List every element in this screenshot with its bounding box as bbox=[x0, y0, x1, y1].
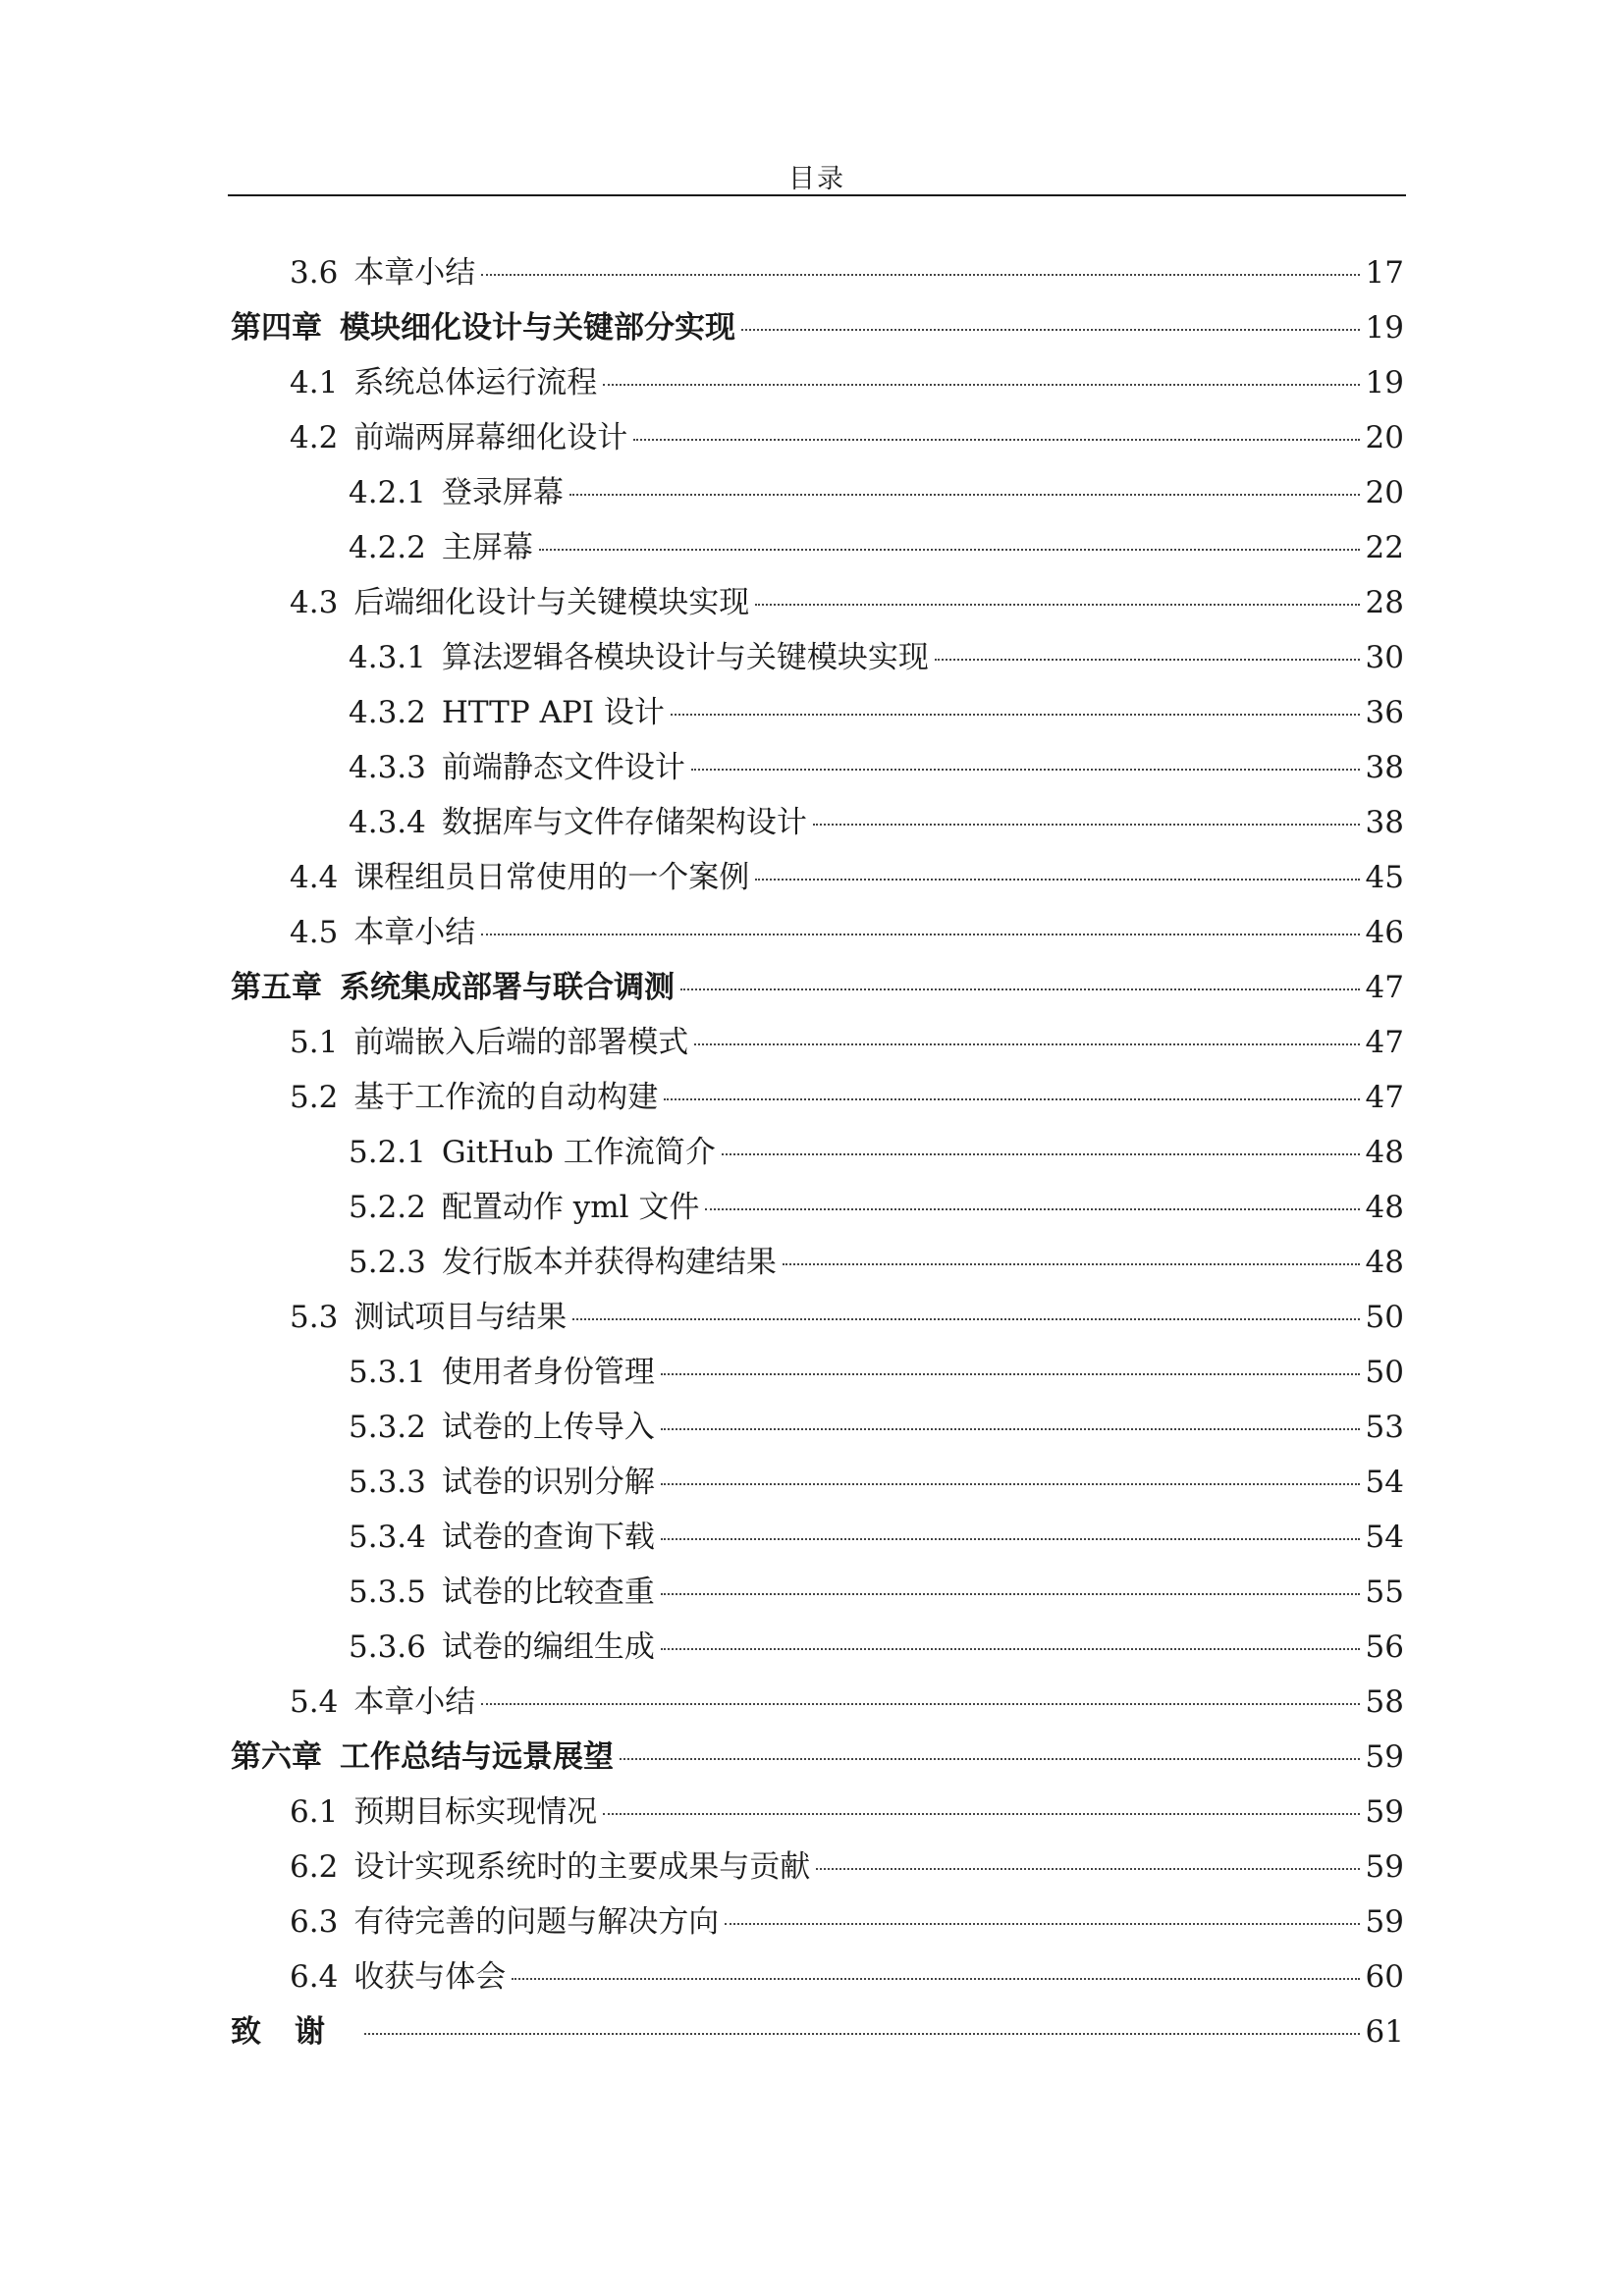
toc-entry-number: 6.4 bbox=[290, 1959, 339, 1995]
toc-entry-title: 试卷的上传导入 bbox=[441, 1410, 655, 1445]
toc-entry-number: 第六章 bbox=[231, 1739, 322, 1775]
toc-entry-title: GitHub 工作流简介 bbox=[441, 1135, 716, 1170]
toc-entry-page-number: 54 bbox=[1365, 1520, 1404, 1555]
toc-entry-title: 前端两屏幕细化设计 bbox=[353, 420, 628, 455]
toc-entry-page-number: 36 bbox=[1365, 695, 1404, 730]
toc-entry-page-number: 28 bbox=[1365, 585, 1404, 620]
toc-entry[interactable] bbox=[231, 1235, 1404, 1290]
toc-entry-page-number: 60 bbox=[1365, 1959, 1404, 1995]
dot-leader bbox=[661, 1373, 1360, 1375]
dot-leader bbox=[603, 1813, 1359, 1815]
toc-entry[interactable] bbox=[231, 1620, 1404, 1675]
toc-entry[interactable] bbox=[231, 960, 1404, 1015]
toc-entry-page-number: 59 bbox=[1365, 1794, 1404, 1830]
toc-entry[interactable] bbox=[231, 905, 1404, 960]
dot-leader bbox=[481, 934, 1359, 935]
toc-entry-title: 收获与体会 bbox=[353, 1959, 507, 1995]
dot-leader bbox=[539, 549, 1360, 551]
toc-entry-number: 5.4 bbox=[290, 1684, 339, 1720]
toc-entry-title: 系统总体运行流程 bbox=[353, 365, 598, 400]
toc-entry[interactable] bbox=[231, 1180, 1404, 1235]
toc-entry-page-number: 55 bbox=[1365, 1575, 1404, 1610]
toc-entry-title: 前端静态文件设计 bbox=[441, 750, 685, 785]
toc-entry[interactable] bbox=[231, 1510, 1404, 1565]
toc-entry-number: 5.2.2 bbox=[349, 1190, 426, 1225]
toc-entry[interactable] bbox=[231, 1070, 1404, 1125]
toc-entry-title: 数据库与文件存储架构设计 bbox=[441, 805, 807, 840]
toc-entry-page-number: 20 bbox=[1365, 475, 1404, 510]
toc-entry-title: 预期目标实现情况 bbox=[353, 1794, 598, 1830]
toc-entry[interactable] bbox=[231, 1840, 1404, 1895]
toc-entry-number: 5.1 bbox=[290, 1025, 339, 1060]
toc-entry-number: 5.3.5 bbox=[349, 1575, 426, 1610]
toc-entry-title: 前端嵌入后端的部署模式 bbox=[353, 1025, 689, 1060]
toc-entry[interactable] bbox=[231, 575, 1404, 630]
toc-entry[interactable] bbox=[231, 1730, 1404, 1785]
toc-entry-number: 5.2 bbox=[290, 1080, 339, 1115]
toc-entry[interactable] bbox=[231, 520, 1404, 575]
toc-entry-title: 本章小结 bbox=[353, 255, 476, 291]
dot-leader bbox=[481, 1703, 1359, 1705]
toc-entry-title: 致谢 bbox=[231, 2014, 358, 2050]
dot-leader bbox=[661, 1593, 1360, 1595]
toc-entry-page-number: 59 bbox=[1365, 1904, 1404, 1940]
dot-leader bbox=[722, 1153, 1360, 1155]
dot-leader bbox=[664, 1098, 1359, 1100]
toc-entry-number: 6.2 bbox=[290, 1849, 339, 1885]
toc-entry-title: 系统集成部署与联合调测 bbox=[340, 970, 675, 1005]
toc-entry-title: HTTP API 设计 bbox=[441, 695, 665, 730]
toc-entry-number: 3.6 bbox=[290, 255, 339, 291]
toc-entry-number: 4.1 bbox=[290, 365, 339, 400]
dot-leader bbox=[755, 604, 1359, 606]
toc-entry-number: 4.4 bbox=[290, 860, 339, 895]
toc-entry-page-number: 20 bbox=[1365, 420, 1404, 455]
toc-entry-page-number: 38 bbox=[1365, 750, 1404, 785]
toc-entry-title: 试卷的比较查重 bbox=[441, 1575, 655, 1610]
toc-entry[interactable] bbox=[231, 300, 1404, 355]
toc-entry-number: 5.3.6 bbox=[349, 1629, 426, 1665]
toc-entry[interactable] bbox=[231, 1949, 1404, 2004]
dot-leader bbox=[935, 659, 1360, 661]
toc-entry[interactable] bbox=[231, 1455, 1404, 1510]
toc-entry-page-number: 30 bbox=[1365, 640, 1404, 675]
toc-entry-title: 工作总结与远景展望 bbox=[340, 1739, 614, 1775]
dot-leader bbox=[569, 494, 1360, 496]
toc-entry-title: 试卷的编组生成 bbox=[441, 1629, 655, 1665]
toc-entry-number: 5.3.4 bbox=[349, 1520, 426, 1555]
page-header-title: 目录 bbox=[788, 164, 845, 194]
toc-entry-number: 5.3.2 bbox=[349, 1410, 426, 1445]
toc-entry[interactable] bbox=[231, 355, 1404, 410]
dot-leader bbox=[816, 1868, 1359, 1870]
toc-entry-page-number: 50 bbox=[1365, 1355, 1404, 1390]
dot-leader bbox=[705, 1208, 1359, 1210]
toc-entry-number: 6.3 bbox=[290, 1904, 339, 1940]
toc-entry[interactable] bbox=[231, 1785, 1404, 1840]
toc-entry-title: 模块细化设计与关键部分实现 bbox=[340, 310, 735, 346]
page-header bbox=[228, 147, 1406, 196]
table-of-contents bbox=[231, 245, 1404, 2059]
toc-entry-title: 有待完善的问题与解决方向 bbox=[353, 1904, 720, 1940]
toc-entry-page-number: 19 bbox=[1365, 310, 1404, 346]
header-divider bbox=[228, 194, 1406, 196]
toc-entry-page-number: 61 bbox=[1365, 2014, 1404, 2050]
toc-entry-number: 5.3.3 bbox=[349, 1465, 426, 1500]
dot-leader bbox=[572, 1318, 1359, 1320]
toc-entry-title: 算法逻辑各模块设计与关键模块实现 bbox=[441, 640, 929, 675]
toc-entry-page-number: 22 bbox=[1365, 530, 1404, 565]
dot-leader bbox=[512, 1978, 1359, 1980]
dot-leader bbox=[364, 2033, 1360, 2035]
dot-leader bbox=[661, 1483, 1360, 1485]
dot-leader bbox=[661, 1428, 1360, 1430]
toc-entry-page-number: 47 bbox=[1365, 1080, 1404, 1115]
toc-entry[interactable] bbox=[231, 1675, 1404, 1730]
toc-entry-page-number: 58 bbox=[1365, 1684, 1404, 1720]
toc-entry[interactable] bbox=[231, 1125, 1404, 1180]
dot-leader bbox=[691, 769, 1360, 771]
toc-entry[interactable] bbox=[231, 2004, 1404, 2059]
dot-leader bbox=[481, 274, 1359, 276]
dot-leader bbox=[755, 879, 1359, 881]
toc-entry-number: 5.3.1 bbox=[349, 1355, 426, 1390]
toc-entry-page-number: 47 bbox=[1365, 970, 1404, 1005]
toc-entry[interactable] bbox=[231, 1565, 1404, 1620]
toc-entry-number: 5.2.1 bbox=[349, 1135, 426, 1170]
toc-entry-title: 本章小结 bbox=[353, 1684, 476, 1720]
toc-entry-title: 配置动作 yml 文件 bbox=[441, 1190, 700, 1225]
toc-entry-title: 登录屏幕 bbox=[441, 475, 564, 510]
toc-entry-number: 5.3 bbox=[290, 1300, 339, 1335]
dot-leader bbox=[603, 384, 1359, 386]
toc-entry-number: 4.2.1 bbox=[349, 475, 426, 510]
dot-leader bbox=[725, 1923, 1359, 1925]
toc-entry-page-number: 48 bbox=[1365, 1190, 1404, 1225]
toc-entry[interactable] bbox=[231, 1895, 1404, 1949]
toc-entry-number: 4.3.1 bbox=[349, 640, 426, 675]
toc-entry[interactable] bbox=[231, 630, 1404, 685]
dot-leader bbox=[661, 1648, 1360, 1650]
toc-entry[interactable] bbox=[231, 410, 1404, 465]
dot-leader bbox=[633, 439, 1359, 441]
dot-leader bbox=[661, 1538, 1360, 1540]
toc-entry-page-number: 59 bbox=[1365, 1849, 1404, 1885]
dot-leader bbox=[783, 1263, 1360, 1265]
toc-entry-number: 4.3.4 bbox=[349, 805, 426, 840]
toc-entry[interactable] bbox=[231, 795, 1404, 850]
toc-entry-number: 第五章 bbox=[231, 970, 322, 1005]
dot-leader bbox=[741, 329, 1360, 331]
toc-entry-number: 4.2 bbox=[290, 420, 339, 455]
dot-leader bbox=[620, 1758, 1360, 1760]
toc-entry-page-number: 17 bbox=[1365, 255, 1404, 291]
toc-entry-title: 发行版本并获得构建结果 bbox=[441, 1245, 777, 1280]
dot-leader bbox=[680, 988, 1360, 990]
toc-entry[interactable] bbox=[231, 1400, 1404, 1455]
toc-entry[interactable] bbox=[231, 1015, 1404, 1070]
toc-entry-page-number: 50 bbox=[1365, 1300, 1404, 1335]
toc-entry-title: 基于工作流的自动构建 bbox=[353, 1080, 659, 1115]
toc-entry-page-number: 46 bbox=[1365, 915, 1404, 950]
toc-entry[interactable] bbox=[231, 740, 1404, 795]
toc-entry-title: 测试项目与结果 bbox=[353, 1300, 568, 1335]
toc-entry-number: 4.2.2 bbox=[349, 530, 426, 565]
toc-entry-number: 4.5 bbox=[290, 915, 339, 950]
toc-entry-title: 试卷的查询下载 bbox=[441, 1520, 655, 1555]
toc-entry[interactable] bbox=[231, 1345, 1404, 1400]
toc-entry-title: 试卷的识别分解 bbox=[441, 1465, 655, 1500]
toc-entry-number: 4.3.2 bbox=[349, 695, 426, 730]
dot-leader bbox=[694, 1043, 1359, 1045]
toc-entry-title: 课程组员日常使用的一个案例 bbox=[353, 860, 750, 895]
toc-entry[interactable] bbox=[231, 850, 1404, 905]
toc-entry-title: 设计实现系统时的主要成果与贡献 bbox=[353, 1849, 811, 1885]
toc-entry-page-number: 59 bbox=[1365, 1739, 1404, 1775]
toc-entry-page-number: 48 bbox=[1365, 1245, 1404, 1280]
toc-entry-page-number: 19 bbox=[1365, 365, 1404, 400]
toc-entry-number: 4.3 bbox=[290, 585, 339, 620]
toc-entry-title: 后端细化设计与关键模块实现 bbox=[353, 585, 750, 620]
toc-entry[interactable] bbox=[231, 1290, 1404, 1345]
toc-entry-page-number: 47 bbox=[1365, 1025, 1404, 1060]
toc-entry[interactable] bbox=[231, 245, 1404, 300]
toc-entry[interactable] bbox=[231, 685, 1404, 740]
toc-entry[interactable] bbox=[231, 465, 1404, 520]
toc-entry-title: 主屏幕 bbox=[441, 530, 533, 565]
toc-entry-page-number: 48 bbox=[1365, 1135, 1404, 1170]
toc-entry-page-number: 53 bbox=[1365, 1410, 1404, 1445]
toc-entry-page-number: 54 bbox=[1365, 1465, 1404, 1500]
toc-entry-page-number: 45 bbox=[1365, 860, 1404, 895]
toc-entry-number: 第四章 bbox=[231, 310, 322, 346]
dot-leader bbox=[671, 714, 1360, 716]
toc-entry-title: 本章小结 bbox=[353, 915, 476, 950]
dot-leader bbox=[813, 824, 1360, 826]
toc-entry-page-number: 38 bbox=[1365, 805, 1404, 840]
toc-entry-number: 4.3.3 bbox=[349, 750, 426, 785]
toc-entry-number: 6.1 bbox=[290, 1794, 339, 1830]
toc-entry-number: 5.2.3 bbox=[349, 1245, 426, 1280]
toc-entry-title: 使用者身份管理 bbox=[441, 1355, 655, 1390]
toc-entry-page-number: 56 bbox=[1365, 1629, 1404, 1665]
